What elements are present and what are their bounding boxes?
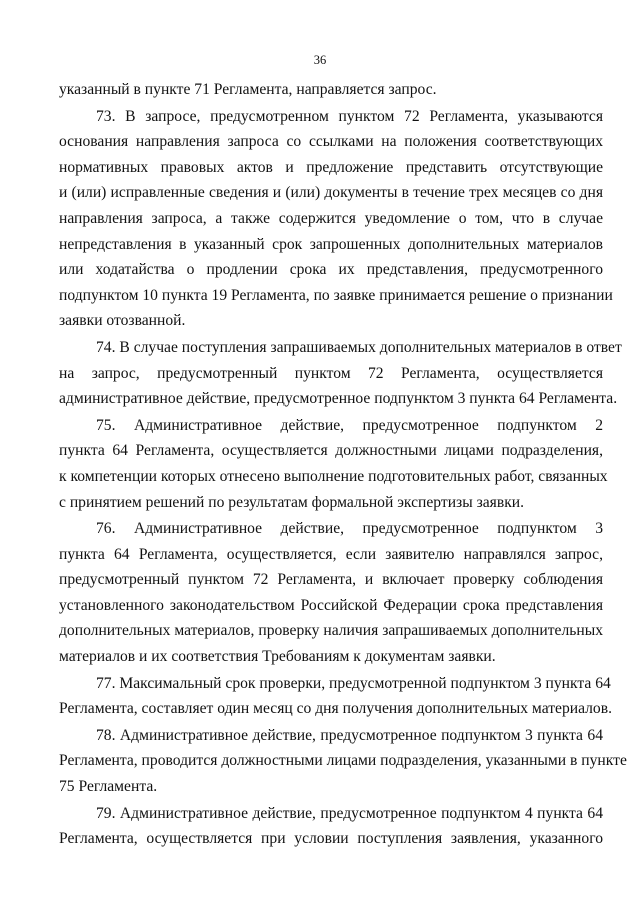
paragraph-73-line: непредставления в указанный срок запрошенных дополнительных материалов (59, 235, 603, 253)
paragraph-76-line: установленного законодательством Российской Федерации срока представления (59, 596, 603, 614)
paragraph-77-line: 77. Максимальный срок проверки, предусмотренной подпунктом 3 пункта 64 (96, 674, 611, 692)
paragraph-73-line: нормативных правовых актов и предложение представить отсутствующие (59, 158, 603, 176)
paragraph-73-line: заявки отозванной. (59, 312, 186, 330)
paragraph-73-line: 73. В запросе, предусмотренном пунктом 72 Регламента, указываются (96, 107, 603, 125)
text-line: указанный в пункте 71 Регламента, направляется запрос. (59, 81, 437, 98)
paragraph-76-line: пункта 64 Регламента, осуществляется, если заявителю направлялся запрос, (59, 545, 603, 563)
paragraph-73-line: или ходатайства о продлении срока их представления, предусмотренного (59, 261, 603, 279)
paragraph-77-line: Регламента, составляет один месяц со дня получения дополнительных материалов. (59, 700, 612, 718)
paragraph-73-line: подпунктом 10 пункта 19 Регламента, по заявке принимается решение о признании (59, 286, 613, 304)
paragraph-78-line: 75 Регламента. (59, 778, 158, 796)
paragraph-74-line: на запрос, предусмотренный пунктом 72 Регламента, осуществляется (59, 364, 603, 382)
paragraph-76-line: дополнительных материалов, проверку наличия запрашиваемых дополнительных (59, 622, 603, 640)
paragraph-73-line: основания направления запроса со ссылками на положения соответствующих (59, 133, 603, 151)
paragraph-76-line: предусмотренный пунктом 72 Регламента, и включает проверку соблюдения (59, 571, 603, 589)
paragraph-75-line: к компетенции которых отнесено выполнение подготовительных работ, связанных (59, 467, 608, 485)
paragraph-78-line: 78. Административное действие, предусмотренное подпунктом 3 пункта 64 (96, 726, 603, 744)
page-number: 36 (313, 53, 327, 67)
paragraph-76-line: 76. Административное действие, предусмотренное подпунктом 3 (96, 520, 603, 538)
paragraph-78-line: Регламента, проводится должностными лицами подразделения, указанными в пункте (59, 752, 627, 770)
paragraph-79-line: Регламента, осуществляется при условии поступления заявления, указанного (59, 830, 603, 848)
paragraph-79-line: 79. Административное действие, предусмотренное подпунктом 4 пункта 64 (96, 804, 603, 822)
paragraph-75-line: с принятием решений по результатам формальной экспертизы заявки. (59, 493, 525, 511)
paragraph-74-line: административное действие, предусмотренное подпунктом 3 пункта 64 Регламента. (59, 390, 618, 408)
paragraph-75-line: пункта 64 Регламента, осуществляется должностными лицами подразделения, (59, 442, 603, 460)
paragraph-75-line: 75. Административное действие, предусмотренное подпунктом 2 (96, 416, 603, 434)
document-body (59, 77, 627, 852)
paragraph-73-line: и (или) исправленные сведения и (или) документы в течение трех месяцев со дня (59, 184, 603, 202)
paragraph-73-line: направления запроса, а также содержится уведомление о том, что в случае (59, 209, 603, 227)
paragraph-74-line: 74. В случае поступления запрашиваемых дополнительных материалов в ответ (96, 338, 622, 356)
paragraph-76-line: материалов и их соответствия Требованиям к документам заявки. (59, 648, 496, 666)
